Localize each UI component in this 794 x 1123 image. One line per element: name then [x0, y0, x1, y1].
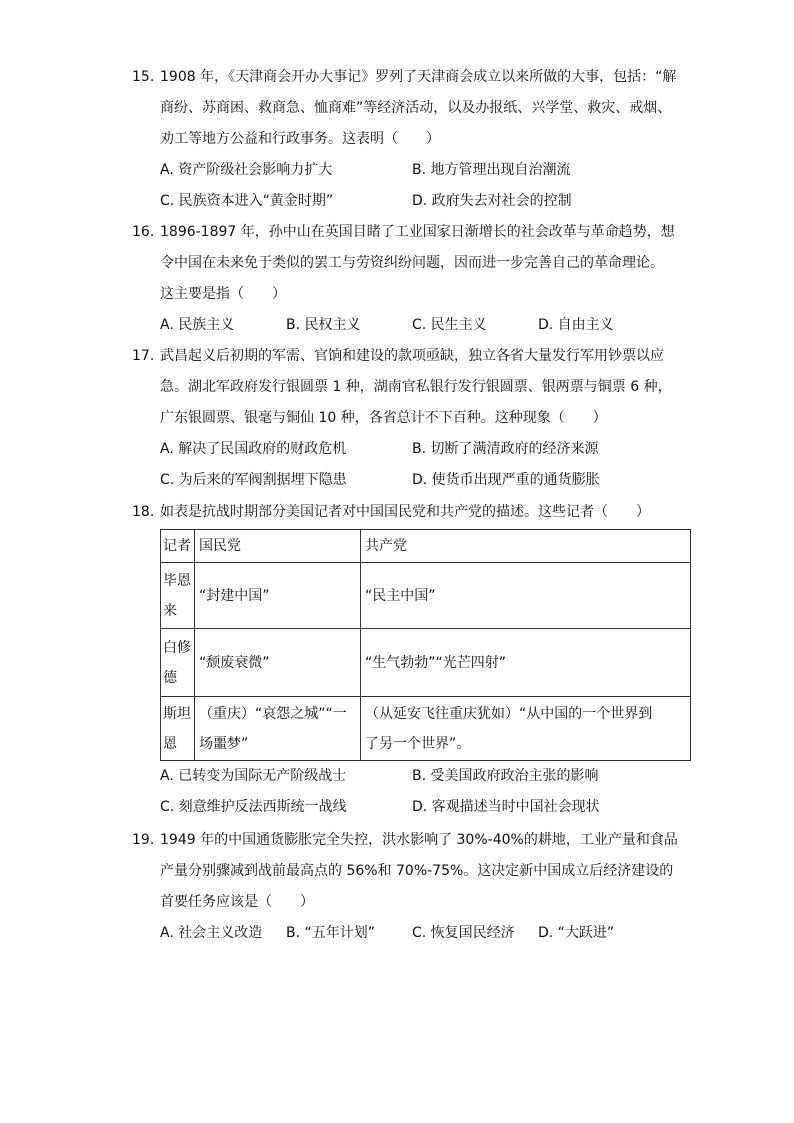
question-text: 1949 年的中国通货膨胀完全失控，洪水影响了 30%-40%的耕地，工业产量和食品	[160, 832, 678, 848]
table-header-row	[161, 530, 691, 563]
reporter-table	[160, 529, 691, 761]
cell-line: 恩	[163, 735, 177, 752]
table-row	[161, 629, 691, 697]
question-text: 急。湖北军政府发行银圆票 1 种，湖南官私银行发行银圆票、银两票与铜票 6 种，	[160, 379, 672, 395]
cell-line: “民主中国”	[365, 587, 436, 604]
question-number: 19.	[132, 832, 155, 848]
option-d: D. 政府失去对社会的控制	[412, 193, 572, 209]
table-row	[161, 697, 691, 761]
question-text: 这主要是指（ ）	[160, 286, 286, 302]
cell-line: 场噩梦”	[199, 735, 249, 752]
question-text: 商纷、苏商困、救商急、恤商难”等经济活动，以及办报纸、兴学堂、救灾、戒烟、	[160, 100, 672, 116]
cell-line: （从延安飞往重庆犹如）“从中国的一个世界到	[365, 705, 653, 722]
cell-line: 德	[163, 669, 177, 686]
option-c: C. 民生主义	[412, 317, 487, 333]
question-text: 如表是抗战时期部分美国记者对中国国民党和共产党的描述。这些记者（ ）	[160, 504, 650, 520]
option-b: B. 民权主义	[286, 317, 361, 333]
option-a: A. 社会主义改造	[160, 925, 263, 941]
kmt-cell	[195, 697, 361, 761]
cell-line: 斯坦	[163, 705, 191, 722]
question-text: 劝工等地方公益和行政事务。这表明（ ）	[160, 131, 440, 147]
question-text: 1896-1897 年，孙中山在英国目睹了工业国家日渐增长的社会改革与革命趋势，想	[160, 224, 675, 240]
reporter-cell	[161, 629, 195, 697]
question-number: 18.	[132, 504, 155, 520]
cpc-cell	[361, 563, 691, 629]
option-a: A. 民族主义	[160, 317, 235, 333]
kmt-cell	[195, 563, 361, 629]
cell-line: 了另一个世界”。	[365, 735, 471, 752]
kmt-cell	[195, 629, 361, 697]
option-c: C. 恢复国民经济	[412, 925, 515, 941]
table-header-cell: 国民党	[195, 530, 361, 563]
reporter-cell	[161, 563, 195, 629]
cell-line: （重庆）“哀怨之城”“一	[199, 705, 347, 722]
option-d: D. 使货币出现严重的通货膨胀	[412, 472, 600, 488]
table-header-cell: 共产党	[361, 530, 691, 563]
cpc-cell	[361, 697, 691, 761]
option-c: C. 为后来的军阀割据埋下隐患	[160, 472, 347, 488]
cell-line: “生气勃勃”“光芒四射”	[365, 654, 507, 671]
option-a: A. 资产阶级社会影响力扩大	[160, 162, 333, 178]
reporter-cell	[161, 697, 195, 761]
option-b: B. “五年计划”	[286, 925, 376, 941]
question-number: 16.	[132, 224, 155, 240]
option-b: B. 切断了满清政府的经济来源	[412, 441, 599, 457]
option-b: B. 地方管理出现自治潮流	[412, 162, 571, 178]
option-c: C. 民族资本进入“黄金时期”	[160, 193, 334, 209]
question-text: 产量分别骤减到战前最高点的 56%和 70%-75%。这决定新中国成立后经济建设的	[160, 863, 674, 879]
question-text: 1908 年，《天津商会开办大事记》罗列了天津商会成立以来所做的大事，包括：“解	[160, 69, 677, 85]
question-number: 17.	[132, 348, 155, 364]
cell-line: “封建中国”	[199, 587, 270, 604]
option-d: D. 自由主义	[538, 317, 614, 333]
cpc-cell	[361, 629, 691, 697]
option-b: B. 受美国政府政治主张的影响	[412, 768, 599, 784]
question-text: 令中国在未来免于类似的罢工与劳资纠纷问题，因而进一步完善自己的革命理论。	[160, 255, 664, 271]
option-a: A. 解决了民国政府的财政危机	[160, 441, 347, 457]
cell-line: 白修	[163, 639, 191, 656]
table-header-cell: 记者	[161, 530, 195, 563]
option-c: C. 刻意维护反法西斯统一战线	[160, 799, 347, 815]
option-d: D. “大跃进”	[538, 925, 615, 941]
option-d: D. 客观描述当时中国社会现状	[412, 799, 600, 815]
question-text: 首要任务应该是（ ）	[160, 894, 314, 910]
question-text: 武昌起义后初期的军需、官饷和建设的款项亟缺，独立各省大量发行军用钞票以应	[160, 348, 664, 364]
question-number: 15.	[132, 69, 155, 85]
cell-line: 来	[163, 602, 177, 619]
option-a: A. 已转变为国际无产阶级战士	[160, 768, 347, 784]
question-text: 广东银圆票、银毫与铜仙 10 种，各省总计不下百种。这种现象（ ）	[160, 410, 607, 426]
cell-line: 毕恩	[163, 572, 191, 589]
cell-line: “颓废衰微”	[199, 654, 270, 671]
table-row	[161, 563, 691, 629]
